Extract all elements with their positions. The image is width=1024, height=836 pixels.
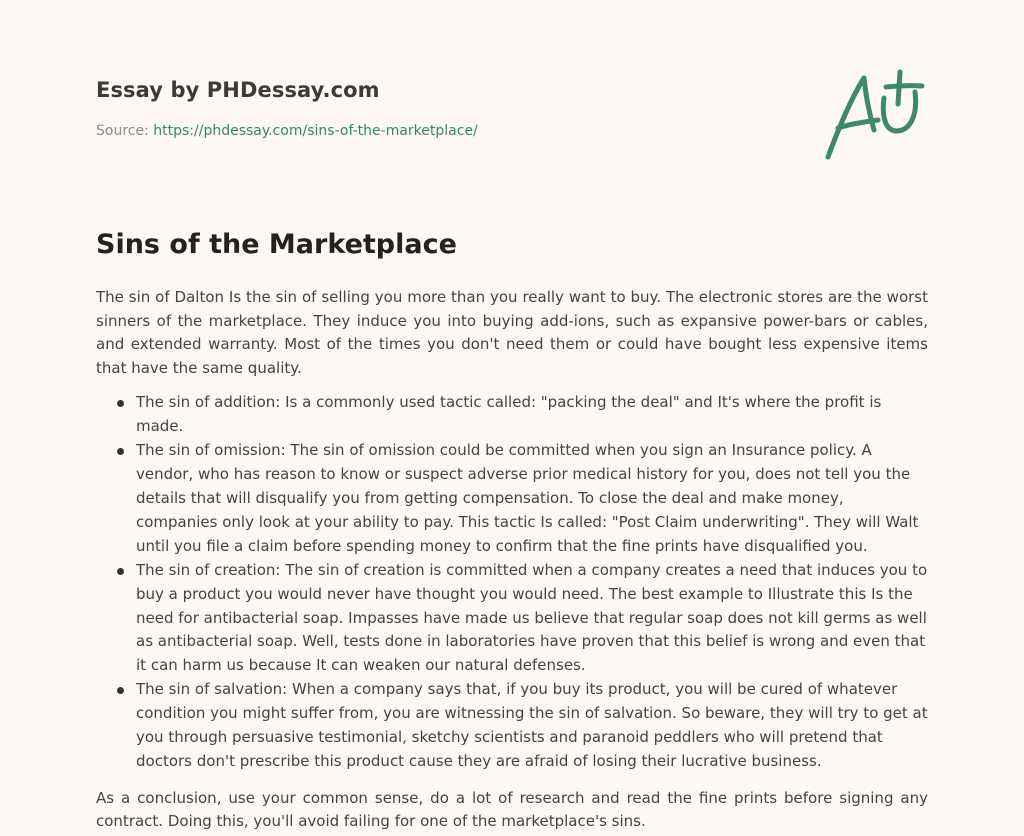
sins-list — [96, 391, 928, 774]
intro-paragraph: The sin of Dalton Is the sin of selling you more than you really want to buy. The electronic stores are the worst sinners of the marketplace. They induce you into buying add-ions, such as expansive power-bars or cables, and extended warranty. Most of the times you don't need them or could have bought less expensive items that have the same quality. — [96, 288, 928, 377]
source-label: Source: — [96, 123, 154, 139]
conclusion-paragraph: As a conclusion, use your common sense, do a lot of research and read the fine prints before signing any contract. Doing this, you'll avoid failing for one of the marketplace's sins. — [96, 788, 928, 831]
bullet-icon — [117, 687, 124, 694]
bullet-icon — [117, 448, 124, 455]
bullet-icon — [117, 568, 124, 575]
essay-title: Sins of the Marketplace — [96, 229, 457, 260]
list-item — [136, 391, 928, 439]
site-title: Essay by PHDessay.com — [96, 78, 380, 102]
essay-content — [96, 226, 928, 834]
list-item-text: The sin of salvation: When a company says that, if you buy its product, you will be cured of whatever condition you might suffer from, you are witnessing the sin of salvation. So beware, they will try to get at you through persuasive testimonial, sketchy scientists and paranoid peddlers who will pretend that doctors don't prescribe this product cause they are afraid of losing their lucrative business. — [136, 680, 928, 770]
list-item — [136, 678, 928, 774]
a-plus-logo-icon — [820, 68, 930, 164]
list-item — [136, 439, 928, 559]
source-line — [96, 121, 796, 141]
list-item — [136, 559, 928, 679]
page-header — [96, 76, 796, 141]
source-link[interactable]: https://phdessay.com/sins-of-the-marketplace/ — [153, 123, 478, 139]
list-item-text: The sin of omission: The sin of omission could be committed when you sign an Insurance policy. A vendor, who has reason to know or suspect adverse prior medical history for you, does not tell you the details that will disqualify you from getting compensation. To close the deal and make money, companies only look at your ability to pay. This tactic Is called: "Post Claim underwriting". They will Walt until you file a claim before spending money to confirm that the fine prints have disqualified you. — [136, 441, 919, 555]
list-item-text: The sin of creation: The sin of creation is committed when a company creates a need that induces you to buy a product you would never have thought you would need. The best example to Illustrate this Is the need for antibacterial soap. Impasses have made us believe that regular soap does not kill germs as well as antibacterial soap. Well, tests done in laboratories have proven that this belief is wrong and even that it can harm us because It can weaken our natural defenses. — [136, 560, 928, 675]
list-item-text: The sin of addition: Is a commonly used tactic called: "packing the deal" and It's where the profit is made. — [136, 393, 882, 436]
bullet-icon — [117, 400, 124, 407]
